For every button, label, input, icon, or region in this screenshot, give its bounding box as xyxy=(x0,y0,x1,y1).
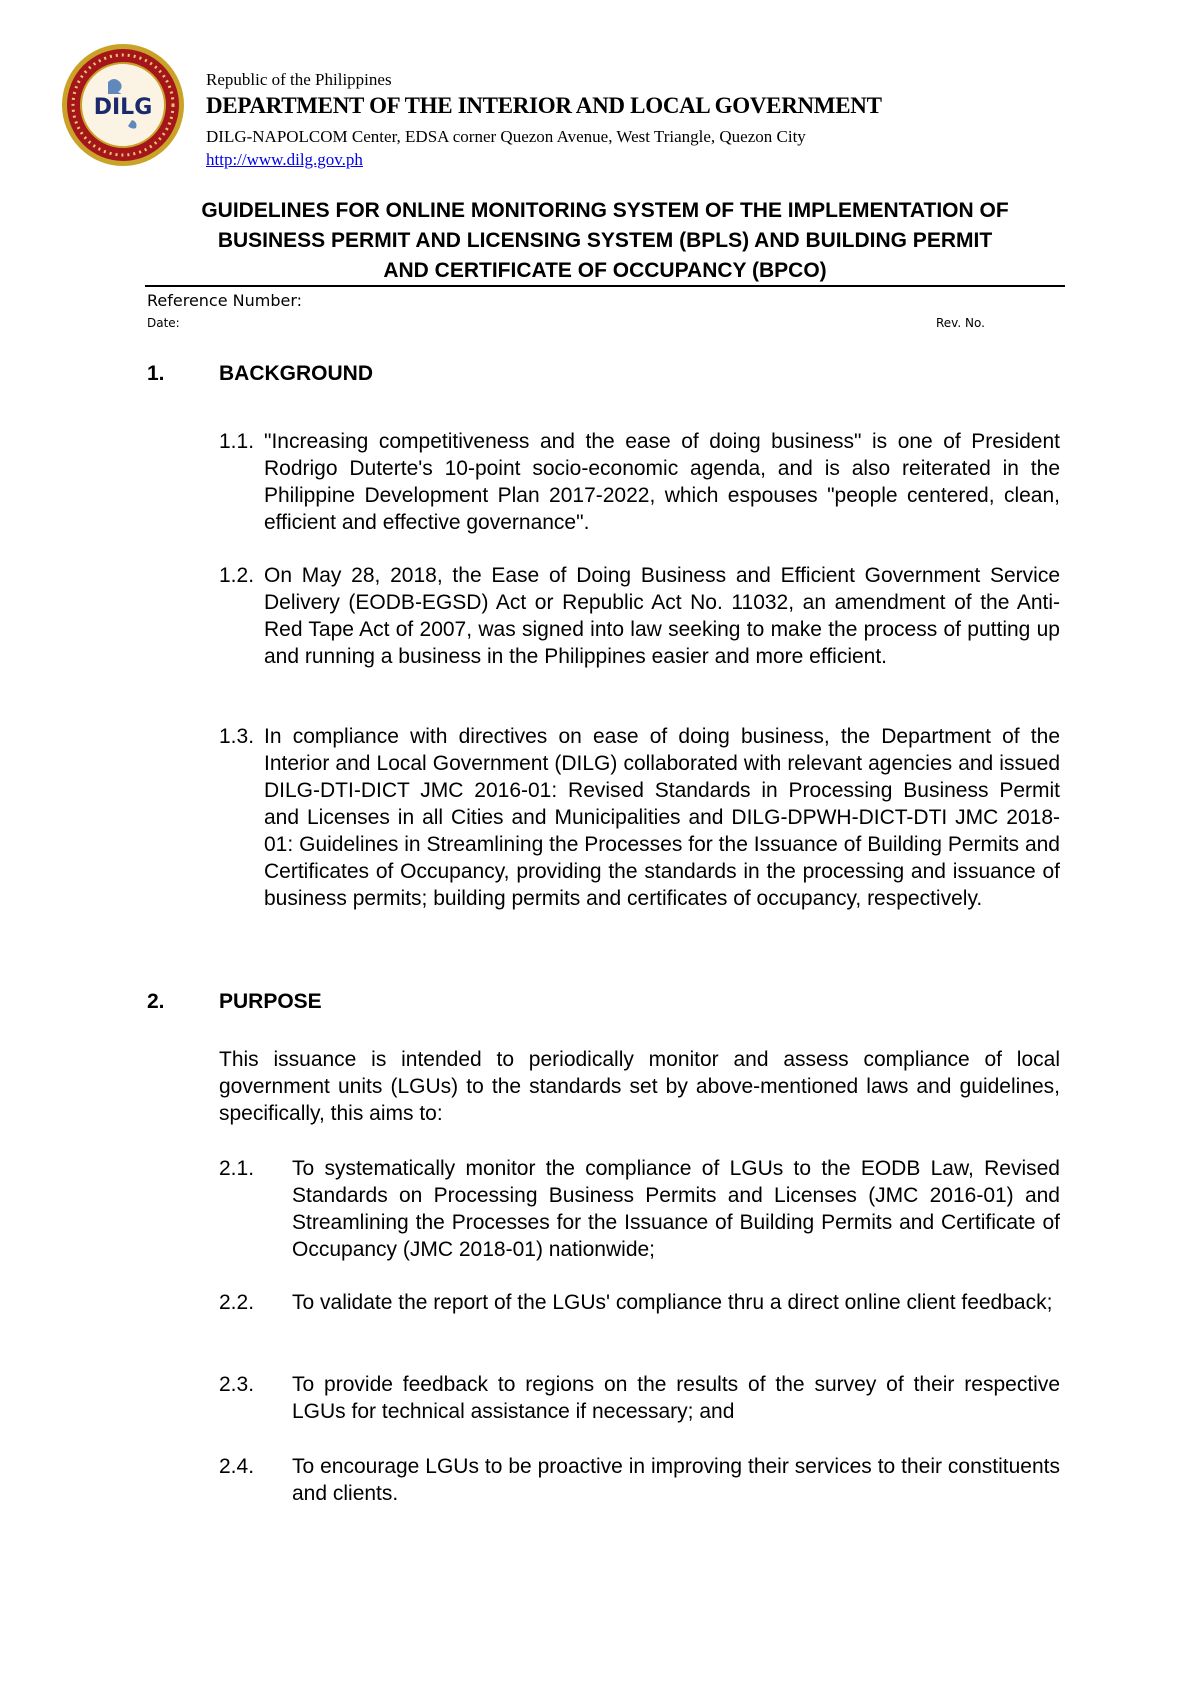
paragraph: "Increasing competitiveness and the ease of doing business" is one of President Rodrigo Duterte's 10-point socio-economic agenda, and is also reiterated in the Philippine Development Plan 2017-2022, which espouses "people centered, clean, efficient and effective governance". xyxy=(264,430,1060,534)
item-number: 2.3. xyxy=(219,1373,255,1396)
title-line: BUSINESS PERMIT AND LICENSING SYSTEM (BPLS) AND BUILDING PERMIT xyxy=(217,229,993,252)
reference-number-label: Reference Number: xyxy=(147,291,303,310)
document-title xyxy=(145,196,1065,286)
paragraph: To encourage LGUs to be proactive in improving their services to their constituents and clients. xyxy=(292,1455,1060,1505)
section-number: 2. xyxy=(147,990,165,1013)
title-divider xyxy=(145,285,1065,287)
section-title: PURPOSE xyxy=(219,990,322,1013)
paragraph: On May 28, 2018, the Ease of Doing Business and Efficient Government Service Delivery (EODB-EGSD) Act or Republic Act No. 11032, an amendment of the Anti-Red Tape Act of 2007, was signed into law seeking to make the process of putting up and running a business in the Philippines easier and more efficient. xyxy=(264,564,1060,668)
date-label: Date: xyxy=(147,316,180,330)
section-title: BACKGROUND xyxy=(219,362,373,385)
svg-text:DILG: DILG xyxy=(93,95,153,120)
section-number: 1. xyxy=(147,362,165,385)
department-name: DEPARTMENT OF THE INTERIOR AND LOCAL GOVERNMENT xyxy=(206,93,882,118)
paragraph: This issuance is intended to periodically monitor and assess compliance of local government units (LGUs) to the standards set by above-mentioned laws and guidelines, specifically, this aims to: xyxy=(219,1048,1060,1125)
paragraph: To validate the report of the LGUs' compliance thru a direct online client feedback; xyxy=(292,1291,1053,1314)
department-address: DILG-NAPOLCOM Center, EDSA corner Quezon Avenue, West Triangle, Quezon City xyxy=(206,127,806,146)
item-number: 2.2. xyxy=(219,1291,255,1314)
item-number: 1.1. xyxy=(219,430,255,453)
republic-label: Republic of the Philippines xyxy=(206,70,392,89)
item-number: 1.3. xyxy=(219,725,255,748)
title-line: AND CERTIFICATE OF OCCUPANCY (BPCO) xyxy=(383,259,827,282)
paragraph: To provide feedback to regions on the results of the survey of their respective LGUs for technical assistance if necessary; and xyxy=(292,1373,1060,1423)
title-line: GUIDELINES FOR ONLINE MONITORING SYSTEM OF THE IMPLEMENTATION OF xyxy=(201,199,1009,222)
item-number: 1.2. xyxy=(219,564,255,587)
paragraph: To systematically monitor the compliance of LGUs to the EODB Law, Revised Standards on Processing Business Permits and Licenses (JMC 2016-01) and Streamlining the Processes for the Issuance of Building Permits and Certificate of Occupancy (JMC 2018-01) nationwide; xyxy=(292,1157,1060,1261)
website-link[interactable]: http://www.dilg.gov.ph xyxy=(206,150,363,169)
paragraph: In compliance with directives on ease of doing business, the Department of the Interior and Local Government (DILG) collaborated with relevant agencies and issued DILG-DTI-DICT JMC 2016-01: Revised Standards in Processing Business Permit and Licenses in all Cities and Municipalities and DILG-DPWH-DICT-DTI JMC 2018-01: Guidelines in Streamlining the Processes for the Issuance of Building Permits and Certificates of Occupancy, providing the standards in the processing and issuance of business permits; building permits and certificates of occupancy, respectively. xyxy=(264,725,1060,910)
item-number: 2.4. xyxy=(219,1455,255,1478)
dilg-seal-icon xyxy=(60,42,186,168)
item-number: 2.1. xyxy=(219,1157,255,1180)
rev-no-label: Rev. No. xyxy=(936,316,985,330)
